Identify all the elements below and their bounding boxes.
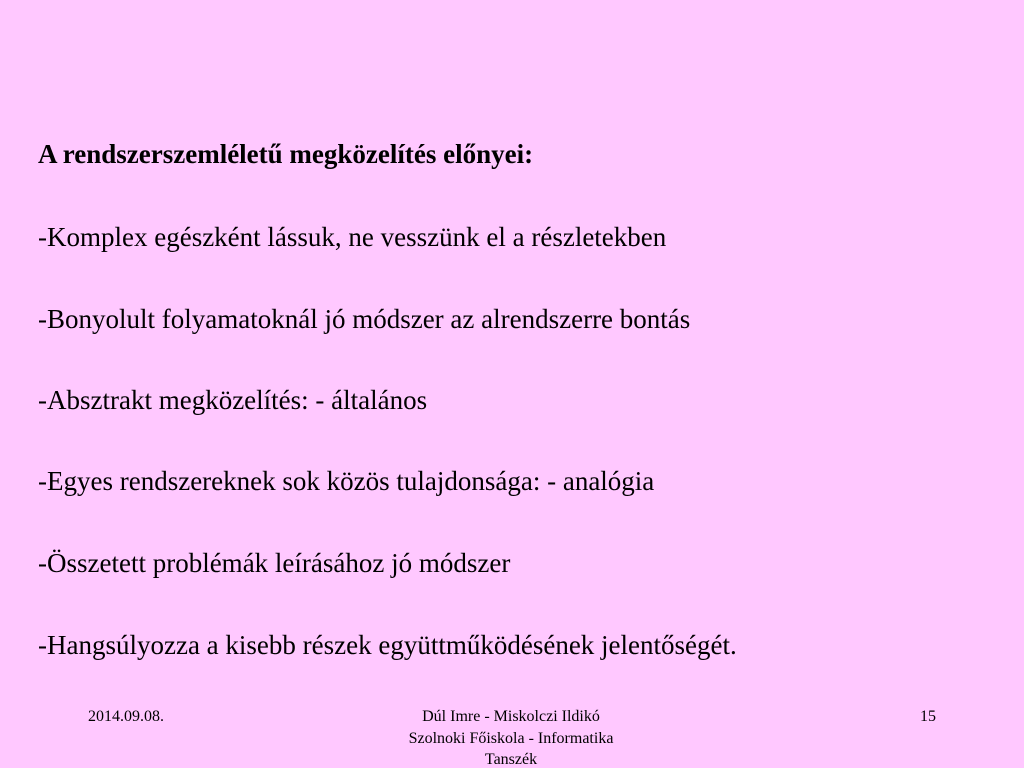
bullet-item-6: -Hangsúlyozza a kisebb részek együttműködésének jelentőségét. — [38, 630, 737, 660]
bullet-item-3: -Absztrakt megközelítés: - általános — [38, 385, 428, 415]
bullet-item-1: -Komplex egészként lássuk, ne vesszünk el a részletekben — [38, 222, 667, 252]
footer-author-line-1: Dúl Imre - Miskolczi Ildikó — [422, 708, 600, 725]
bullet-item-5: -Összetett problémák leírásához jó módszer — [38, 548, 511, 578]
footer-author-line-2: Szolnoki Főiskola - Informatika — [408, 729, 614, 747]
footer-author-line-3: Tanszék — [484, 751, 538, 768]
bullet-item-4: -Egyes rendszereknek sok közös tulajdonsága: - analógia — [38, 466, 655, 496]
footer-date: 2014.09.08. — [88, 708, 164, 725]
footer-author — [330, 706, 692, 768]
footer-page-number: 15 — [920, 708, 936, 725]
slide-title: A rendszerszemléletű megközelítés előnyei: — [38, 139, 534, 169]
bullet-item-2: -Bonyolult folyamatoknál jó módszer az alrendszerre bontás — [38, 304, 691, 334]
